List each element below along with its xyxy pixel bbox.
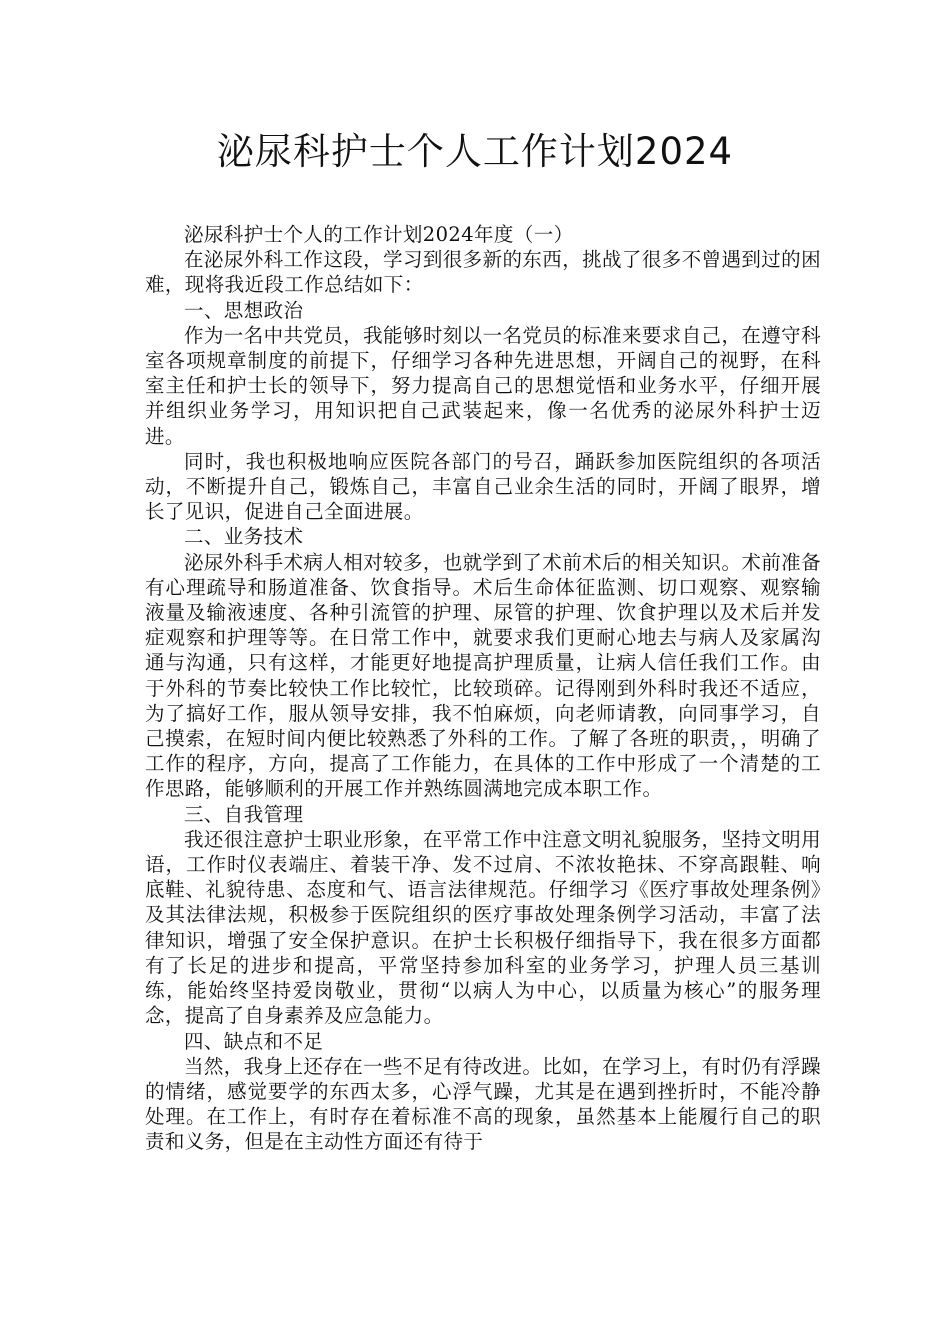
self-management-paragraph: 我还很注意护士职业形象，在平常工作中注意文明礼貌服务，坚持文明用语，工作时仪表端庄、着装干净、发不过肩、不浓妆艳抹、不穿高跟鞋、响底鞋、礼貌待患、态度和气、语言法律规范。仔细学习《医疗事故处理条例》及其法律法规，积极参于医院组织的医疗事故处理条例学习活动，丰富了法律知识，增强了安全保护意识。在护士长积极仔细指导下，我在很多方面都有了长足的进步和提高，平常坚持参加科室的业务学习，护理人员三基训练，能始终坚持爱岗敬业，贯彻“以病人为中心，以质量为核心”的服务理念，提高了自身素养及应急能力。 <box>145 827 821 1028</box>
section-heading-shortcomings: 四、缺点和不足 <box>184 1029 324 1053</box>
section-heading-self-management: 三、自我管理 <box>184 802 304 826</box>
shortcomings-paragraph: 当然，我身上还存在一些不足有待改进。比如，在学习上，有时仍有浮躁的情绪，感觉要学的东西太多，心浮气躁，尤其是在遇到挫折时，不能冷静处理。在工作上，有时存在着标准不高的现象，虽然基本上能履行自己的职责和义务，但是在主动性方面还有待于 <box>145 1054 821 1154</box>
document-title: 泌尿科护士个人工作计划2024 <box>216 130 734 173</box>
section-heading-skills: 二、业务技术 <box>184 525 304 549</box>
subtitle-paragraph: 泌尿科护士个人的工作计划2024年度（一） <box>184 223 574 246</box>
document-body <box>145 222 821 1155</box>
politics-paragraph-2: 同时，我也积极地响应医院各部门的号召，踊跃参加医院组织的各项活动，不断提升自己，锻炼自己，丰富自己业余生活的同时，开阔了眼界，增长了见识，促进自己全面进展。 <box>145 449 821 524</box>
intro-paragraph: 在泌尿外科工作这段，学习到很多新的东西，挑战了很多不曾遇到过的困难，现将我近段工作总结如下： <box>145 248 821 297</box>
politics-paragraph-1: 作为一名中共党员，我能够时刻以一名党员的标准来要求自己，在遵守科室各项规章制度的前提下，仔细学习各种先进思想，开阔自己的视野，在科室主任和护士长的领导下，努力提高自己的思想觉悟和业务水平，仔细开展并组织业务学习，用知识把自己武装起来，像一名优秀的泌尿外科护士迈进。 <box>145 323 821 448</box>
section-heading-politics: 一、思想政治 <box>184 298 304 322</box>
skills-paragraph: 泌尿外科手术病人相对较多，也就学到了术前术后的相关知识。术前准备有心理疏导和肠道准备、饮食指导。术后生命体征监测、切口观察、观察输液量及输液速度、各种引流管的护理、尿管的护理、饮食护理以及术后并发症观察和护理等等。在日常工作中，就要求我们更耐心地去与病人及家属沟通与沟通，只有这样，才能更好地提高护理质量，让病人信任我们工作。由于外科的节奏比较快工作比较忙，比较琐碎。记得刚到外科时我还不适应，为了搞好工作，服从领导安排，我不怕麻烦，向老师请教，向同事学习，自己摸索，在短时间内便比较熟悉了外科的工作。了解了各班的职责，，明确了工作的程序，方向，提高了工作能力，在具体的工作中形成了一个清楚的工作思路，能够顺利的开展工作并熟练圆满地完成本职工作。 <box>145 550 821 801</box>
